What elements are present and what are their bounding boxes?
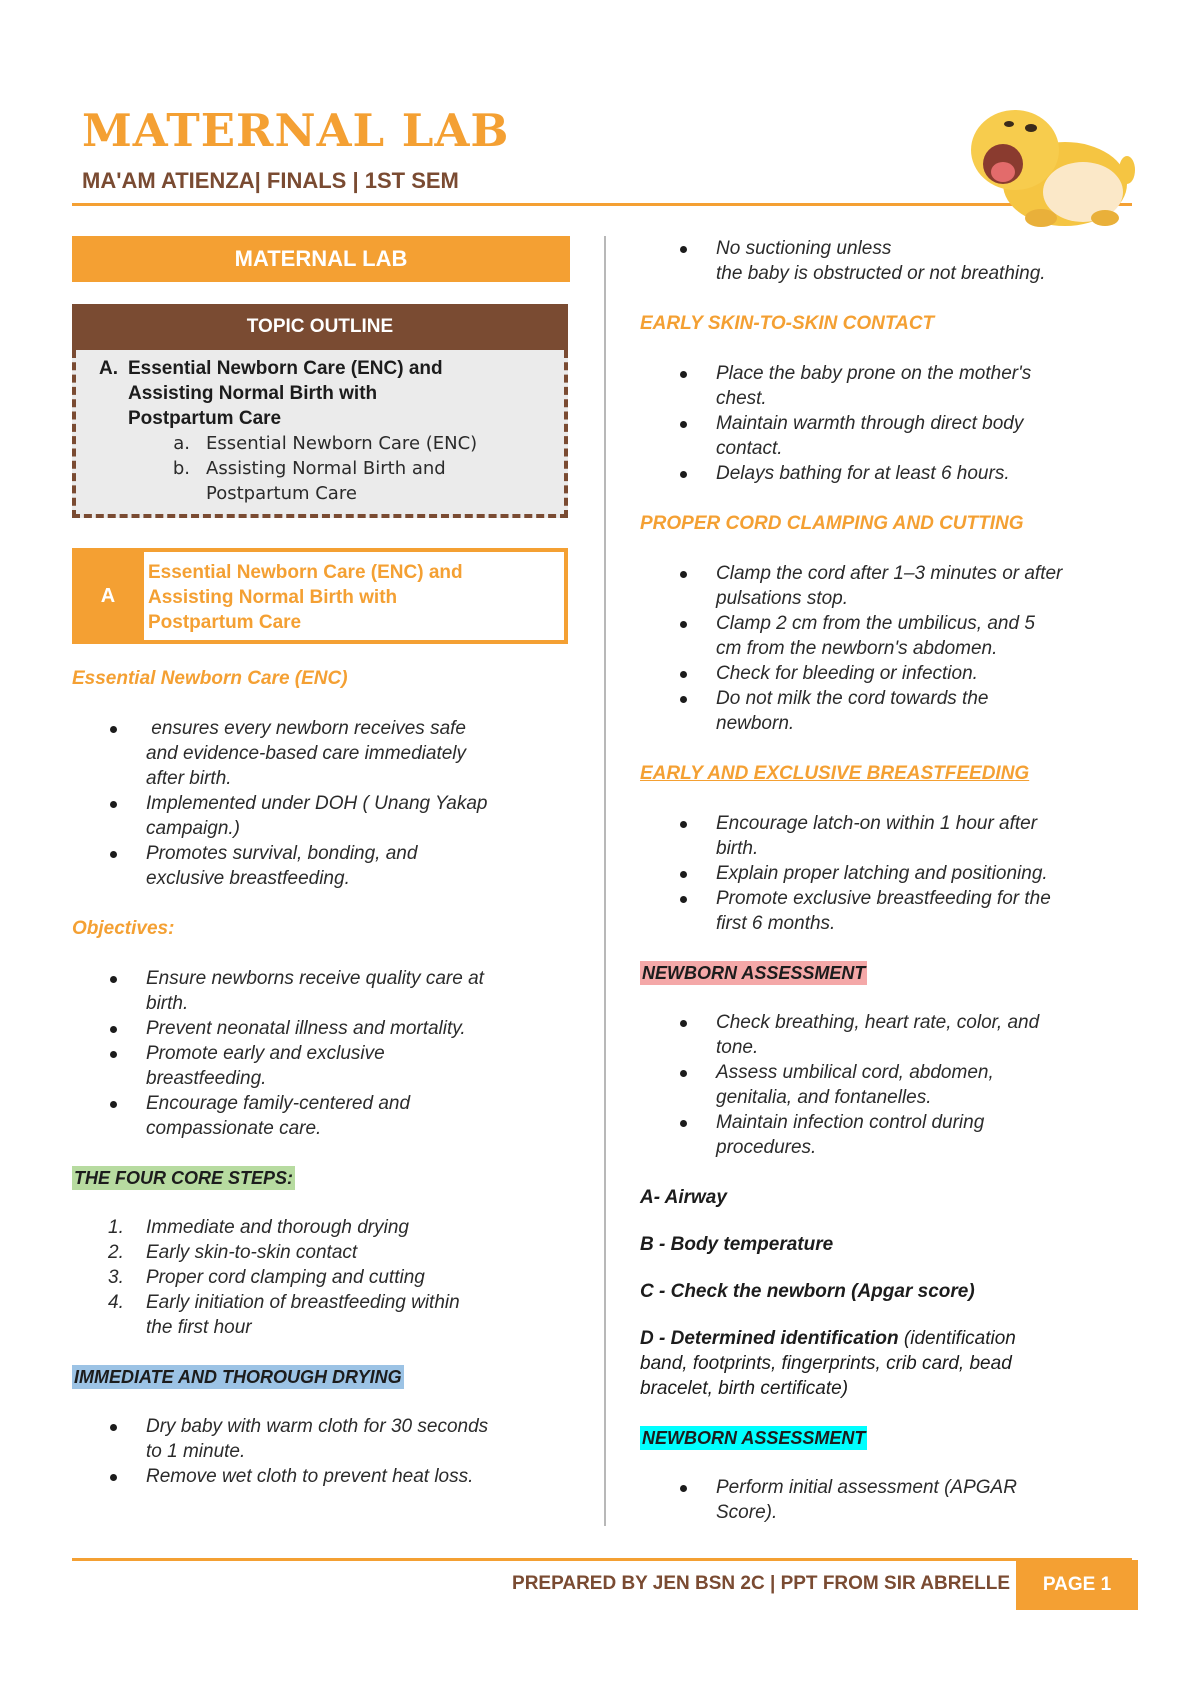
list-line: Implemented under DOH ( Unang Yakap — [146, 793, 488, 814]
assessment-heading: NEWBORN ASSESSMENT — [642, 963, 866, 983]
list-line: birth. — [146, 993, 189, 1014]
document-title: MATERNAL LAB — [82, 104, 510, 157]
list-item — [72, 841, 570, 891]
list-item — [640, 1475, 1140, 1525]
document-subtitle: MA'AM ATIENZA| FINALS | 1ST SEM — [82, 168, 459, 193]
outline-sub-line: Essential Newborn Care (ENC) — [206, 433, 478, 454]
left-column — [72, 236, 570, 1489]
list-line: Ensure newborns receive quality care at — [146, 968, 484, 989]
outline-sub-line: Assisting Normal Birth and — [206, 458, 446, 479]
list-line: Remove wet cloth to prevent heat loss. — [146, 1466, 474, 1487]
list-line: pulsations stop. — [716, 588, 849, 609]
section-banner: MATERNAL LAB — [72, 236, 570, 282]
list-item — [72, 1215, 570, 1240]
outline-sub-item — [86, 456, 554, 506]
list-number: 3. — [108, 1267, 124, 1288]
assessment-list-2 — [640, 1475, 1140, 1525]
footer-divider — [72, 1558, 1132, 1561]
mascot-icon — [955, 100, 1140, 235]
list-line: the first hour — [146, 1317, 252, 1338]
outline-main-line: Assisting Normal Birth with — [128, 383, 378, 404]
list-line: Delays bathing for at least 6 hours. — [716, 463, 1010, 484]
objectives-list — [72, 966, 570, 1141]
list-item — [640, 411, 1140, 461]
list-line: Encourage latch-on within 1 hour after — [716, 813, 1038, 834]
breastfeeding-heading: EARLY AND EXCLUSIVE BREASTFEEDING — [640, 763, 1030, 784]
list-line: chest. — [716, 388, 767, 409]
list-line: to 1 minute. — [146, 1441, 246, 1462]
suction-list — [640, 236, 1140, 286]
list-line: breastfeeding. — [146, 1068, 267, 1089]
abcd-identification-label: D - Determined identification — [640, 1328, 899, 1349]
list-line: and evidence-based care immediately — [146, 743, 467, 764]
topic-outline — [72, 304, 568, 518]
list-item — [72, 1041, 570, 1091]
list-line: Maintain infection control during — [716, 1112, 985, 1133]
list-line: Prevent neonatal illness and mortality. — [146, 1018, 466, 1039]
list-line: Clamp 2 cm from the umbilicus, and 5 — [716, 613, 1035, 634]
list-item — [72, 1240, 570, 1265]
list-number: 4. — [108, 1292, 124, 1313]
list-item — [640, 1010, 1140, 1060]
breastfeeding-list — [640, 811, 1140, 936]
list-item — [72, 716, 570, 791]
list-line: exclusive breastfeeding. — [146, 868, 350, 889]
list-item — [640, 1110, 1140, 1160]
list-item — [640, 661, 1140, 686]
list-item — [72, 791, 570, 841]
list-line: Early skin-to-skin contact — [146, 1242, 358, 1263]
list-line: Encourage family-centered and — [146, 1093, 411, 1114]
list-item — [72, 1265, 570, 1290]
list-line: Place the baby prone on the mother's — [716, 363, 1032, 384]
abcd-airway: A- Airway — [640, 1187, 727, 1208]
list-line: cm from the newborn's abdomen. — [716, 638, 998, 659]
drying-list — [72, 1414, 570, 1489]
right-column — [640, 236, 1140, 1525]
outline-main-line: Postpartum Care — [128, 408, 282, 429]
list-item — [72, 1091, 570, 1141]
assessment-list — [640, 1010, 1140, 1160]
list-item — [640, 236, 1140, 286]
skin-to-skin-list — [640, 361, 1140, 486]
outline-main-item — [86, 356, 554, 431]
cord-list — [640, 561, 1140, 736]
outline-sub-item — [86, 431, 554, 456]
list-line: the baby is obstructed or not breathing. — [716, 263, 1046, 284]
list-line: Check for bleeding or infection. — [716, 663, 978, 684]
outline-sub-number: b. — [172, 458, 190, 479]
topic-outline-heading: TOPIC OUTLINE — [72, 304, 568, 350]
skin-to-skin-heading: EARLY SKIN-TO-SKIN CONTACT — [640, 313, 935, 334]
list-item — [72, 1290, 570, 1340]
topic-outline-body — [72, 350, 568, 518]
assessment-heading-2: NEWBORN ASSESSMENT — [642, 1428, 866, 1448]
section-title-line: Assisting Normal Birth with — [148, 587, 398, 608]
list-item — [72, 1464, 570, 1489]
list-line: Immediate and thorough drying — [146, 1217, 409, 1238]
section-letter: A — [72, 548, 144, 644]
list-line: newborn. — [716, 713, 795, 734]
abcd-identification — [640, 1326, 1140, 1401]
list-line: Promote exclusive breastfeeding for the — [716, 888, 1051, 909]
list-item — [640, 686, 1140, 736]
list-line: Early initiation of breastfeeding within — [146, 1292, 460, 1313]
outline-main-line: Essential Newborn Care (ENC) and — [128, 358, 443, 379]
list-item — [640, 561, 1140, 611]
list-line: first 6 months. — [716, 913, 836, 934]
list-item — [640, 611, 1140, 661]
abcd-identification-text: (identification — [898, 1328, 1016, 1349]
list-line: procedures. — [716, 1137, 817, 1158]
enc-heading: Essential Newborn Care (ENC) — [72, 668, 348, 689]
list-item — [640, 361, 1140, 411]
list-item — [640, 886, 1140, 936]
list-line: Proper cord clamping and cutting — [146, 1267, 425, 1288]
list-item — [640, 1060, 1140, 1110]
list-line: Promote early and exclusive — [146, 1043, 385, 1064]
column-divider — [604, 236, 606, 1526]
section-title — [144, 548, 568, 644]
page-number: PAGE 1 — [1016, 1560, 1138, 1610]
enc-list — [72, 716, 570, 891]
outline-sub-line: Postpartum Care — [206, 483, 357, 504]
four-steps-heading: THE FOUR CORE STEPS: — [74, 1168, 294, 1188]
abcd-identification-text: bracelet, birth certificate) — [640, 1378, 849, 1399]
list-line: ensures every newborn receives safe — [146, 718, 466, 739]
list-item — [640, 461, 1140, 486]
outline-sub-number: a. — [173, 433, 190, 454]
list-line: birth. — [716, 838, 759, 859]
section-title-line: Postpartum Care — [148, 612, 302, 633]
list-item — [72, 1414, 570, 1464]
list-line: Maintain warmth through direct body — [716, 413, 1024, 434]
abcd-check-newborn: C - Check the newborn (Apgar score) — [640, 1281, 975, 1302]
list-line: genitalia, and fontanelles. — [716, 1087, 932, 1108]
list-line: compassionate care. — [146, 1118, 322, 1139]
objectives-heading: Objectives: — [72, 918, 175, 939]
list-line: contact. — [716, 438, 783, 459]
abcd-body-temperature: B - Body temperature — [640, 1234, 834, 1255]
cord-heading: PROPER CORD CLAMPING AND CUTTING — [640, 513, 1024, 534]
list-line: Explain proper latching and positioning. — [716, 863, 1048, 884]
list-line: Assess umbilical cord, abdomen, — [716, 1062, 994, 1083]
footer-credit: PREPARED BY JEN BSN 2C | PPT FROM SIR ABRELLE — [512, 1573, 1010, 1594]
list-line: after birth. — [146, 768, 232, 789]
four-steps-list — [72, 1215, 570, 1340]
list-line: No suctioning unless — [716, 238, 892, 259]
list-line: Check breathing, heart rate, color, and — [716, 1012, 1040, 1033]
list-item — [72, 966, 570, 1016]
section-header — [72, 548, 568, 644]
list-line: Clamp the cord after 1–3 minutes or after — [716, 563, 1063, 584]
list-line: tone. — [716, 1037, 759, 1058]
list-number: 1. — [108, 1217, 124, 1238]
list-item — [640, 861, 1140, 886]
abcd-identification-text: band, footprints, fingerprints, crib card, bead — [640, 1353, 1012, 1374]
section-title-line: Essential Newborn Care (ENC) and — [148, 562, 463, 583]
list-line: Promotes survival, bonding, and — [146, 843, 418, 864]
list-line: campaign.) — [146, 818, 240, 839]
list-line: Do not milk the cord towards the — [716, 688, 989, 709]
list-line: Perform initial assessment (APGAR — [716, 1477, 1017, 1498]
list-line: Dry baby with warm cloth for 30 seconds — [146, 1416, 489, 1437]
list-item — [72, 1016, 570, 1041]
outline-main-number: A. — [99, 358, 118, 379]
drying-heading: IMMEDIATE AND THOROUGH DRYING — [74, 1367, 402, 1387]
list-number: 2. — [108, 1242, 124, 1263]
list-item — [640, 811, 1140, 861]
list-line: Score). — [716, 1502, 778, 1523]
